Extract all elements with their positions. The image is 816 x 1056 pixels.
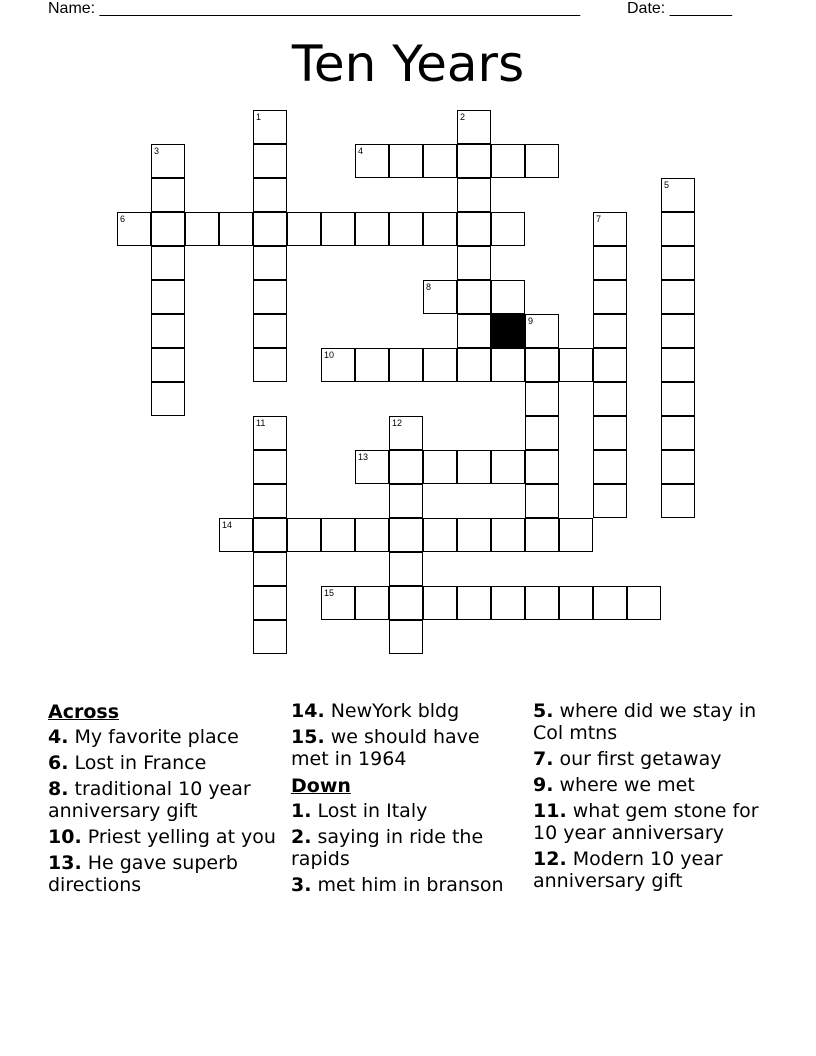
grid-cell[interactable]: [593, 246, 627, 280]
grid-cell[interactable]: [661, 178, 695, 212]
grid-cell[interactable]: [253, 144, 287, 178]
clue-number: 9: [528, 316, 534, 326]
grid-cell[interactable]: [423, 348, 457, 382]
grid-cell[interactable]: [457, 314, 491, 348]
grid-cell[interactable]: [593, 416, 627, 450]
grid-cell[interactable]: [457, 450, 491, 484]
grid-cell[interactable]: [491, 280, 525, 314]
clue-down-9: 9. where we met: [533, 774, 695, 796]
grid-cell[interactable]: [423, 212, 457, 246]
grid-cell[interactable]: [661, 314, 695, 348]
grid-cell[interactable]: [559, 348, 593, 382]
clue-number: 14: [222, 520, 233, 530]
grid-cell[interactable]: [457, 246, 491, 280]
grid-cell[interactable]: [457, 178, 491, 212]
grid-cell[interactable]: [457, 518, 491, 552]
grid-cell[interactable]: [389, 416, 423, 450]
clue-number: 10: [324, 350, 335, 360]
grid-cell[interactable]: [389, 484, 423, 518]
grid-cell[interactable]: [661, 484, 695, 518]
grid-cell[interactable]: [355, 518, 389, 552]
grid-cell[interactable]: [423, 586, 457, 620]
clue-number: 4: [358, 146, 364, 156]
grid-cell[interactable]: [253, 620, 287, 654]
grid-cell[interactable]: [151, 212, 185, 246]
grid-cell[interactable]: [355, 450, 389, 484]
grid-cell[interactable]: [321, 586, 355, 620]
grid-cell[interactable]: [117, 212, 151, 246]
grid-cell[interactable]: [593, 484, 627, 518]
grid-cell[interactable]: [253, 518, 287, 552]
grid-cell[interactable]: [253, 110, 287, 144]
grid-cell[interactable]: [423, 518, 457, 552]
grid-cell[interactable]: [661, 212, 695, 246]
grid-cell[interactable]: [355, 144, 389, 178]
grid-cell[interactable]: [389, 518, 423, 552]
grid-cell[interactable]: [525, 586, 559, 620]
grid-cell[interactable]: [355, 586, 389, 620]
clue-column-2: [291, 700, 521, 900]
grid-cell[interactable]: [525, 484, 559, 518]
clue-across-4: 4. My favorite place: [48, 726, 239, 748]
clue-down-7: 7. our first getaway: [533, 748, 722, 770]
grid-cell[interactable]: [423, 144, 457, 178]
grid-cell[interactable]: [253, 450, 287, 484]
grid-cell[interactable]: [253, 348, 287, 382]
page-title: Ten Years: [291, 35, 525, 93]
grid-cell[interactable]: [491, 348, 525, 382]
clue-down-1: 1. Lost in Italy: [291, 800, 428, 822]
grid-cell[interactable]: [185, 212, 219, 246]
grid-cell[interactable]: [151, 348, 185, 382]
grid-cell[interactable]: [593, 450, 627, 484]
clue-across-10: 10. Priest yelling at you: [48, 826, 276, 848]
grid-cell[interactable]: [253, 212, 287, 246]
clue-column-3: [533, 700, 763, 896]
grid-cell[interactable]: [253, 246, 287, 280]
blocked-cell: [491, 314, 525, 348]
grid-cell[interactable]: [457, 280, 491, 314]
grid-cell[interactable]: [219, 518, 253, 552]
grid-cell[interactable]: [423, 450, 457, 484]
grid-cell[interactable]: [457, 348, 491, 382]
grid-cell[interactable]: [491, 212, 525, 246]
grid-cell[interactable]: [491, 518, 525, 552]
grid-cell[interactable]: [389, 552, 423, 586]
clue-across-13: 13. He gave superb directions: [48, 852, 238, 896]
grid-cell[interactable]: [287, 212, 321, 246]
grid-cell[interactable]: [151, 144, 185, 178]
grid-cell[interactable]: [559, 586, 593, 620]
grid-cell[interactable]: [457, 212, 491, 246]
grid-cell[interactable]: [593, 382, 627, 416]
clue-number: 7: [596, 214, 602, 224]
grid-cell[interactable]: [151, 178, 185, 212]
clue-column-1: [48, 700, 278, 900]
grid-cell[interactable]: [355, 348, 389, 382]
name-field-label: Name: ______________________________________________________: [48, 0, 581, 17]
grid-cell[interactable]: [593, 314, 627, 348]
grid-cell[interactable]: [389, 450, 423, 484]
clue-number: 3: [154, 146, 160, 156]
grid-cell[interactable]: [253, 314, 287, 348]
grid-cell[interactable]: [661, 246, 695, 280]
grid-cell[interactable]: [321, 518, 355, 552]
grid-cell[interactable]: [151, 280, 185, 314]
grid-cell[interactable]: [219, 212, 253, 246]
grid-cell[interactable]: [151, 246, 185, 280]
grid-cell[interactable]: [661, 280, 695, 314]
clue-across-14: 14. NewYork bldg: [291, 700, 460, 722]
grid-cell[interactable]: [525, 144, 559, 178]
grid-cell[interactable]: [389, 620, 423, 654]
clue-number: 1: [256, 112, 262, 122]
clue-across-8: 8. traditional 10 year anniversary gift: [48, 778, 251, 822]
grid-cell[interactable]: [151, 314, 185, 348]
grid-cell[interactable]: [389, 586, 423, 620]
clue-down-5: 5. where did we stay in Col mtns: [533, 700, 757, 744]
clue-across-6: 6. Lost in France: [48, 752, 207, 774]
clue-number: 2: [460, 112, 466, 122]
grid-cell[interactable]: [525, 382, 559, 416]
clue-down-11: 11. what gem stone for 10 year anniversary: [533, 800, 759, 844]
grid-cell[interactable]: [253, 416, 287, 450]
grid-cell[interactable]: [457, 586, 491, 620]
clue-number: 5: [664, 180, 670, 190]
grid-cell[interactable]: [457, 144, 491, 178]
grid-cell[interactable]: [457, 110, 491, 144]
grid-cell[interactable]: [593, 212, 627, 246]
clue-number: 11: [256, 418, 266, 428]
grid-cell[interactable]: [525, 518, 559, 552]
clue-down-12: 12. Modern 10 year anniversary gift: [533, 848, 723, 892]
grid-cell[interactable]: [389, 212, 423, 246]
across-heading: Across: [48, 701, 120, 723]
grid-cell[interactable]: [661, 382, 695, 416]
grid-cell[interactable]: [491, 586, 525, 620]
grid-cell[interactable]: [253, 586, 287, 620]
grid-cell[interactable]: [389, 144, 423, 178]
grid-cell[interactable]: [627, 586, 661, 620]
grid-cell[interactable]: [661, 416, 695, 450]
clue-down-3: 3. met him in branson: [291, 874, 504, 896]
grid-cell[interactable]: [355, 212, 389, 246]
grid-cell[interactable]: [253, 552, 287, 586]
down-heading: Down: [291, 775, 351, 797]
grid-cell[interactable]: [321, 348, 355, 382]
grid-cell[interactable]: [593, 586, 627, 620]
grid-cell[interactable]: [559, 518, 593, 552]
grid-cell[interactable]: [661, 348, 695, 382]
grid-cell[interactable]: [525, 450, 559, 484]
grid-cell[interactable]: [253, 484, 287, 518]
grid-cell[interactable]: [253, 178, 287, 212]
date-field-label: Date: _______: [627, 0, 732, 17]
grid-cell[interactable]: [661, 450, 695, 484]
grid-cell[interactable]: [151, 382, 185, 416]
grid-cell[interactable]: [389, 348, 423, 382]
grid-cell[interactable]: [321, 212, 355, 246]
grid-cell[interactable]: [593, 348, 627, 382]
grid-cell[interactable]: [423, 280, 457, 314]
clue-down-2: 2. saying in ride the rapids: [291, 826, 484, 870]
grid-cell[interactable]: [253, 280, 287, 314]
grid-cell[interactable]: [491, 450, 525, 484]
clue-number: 13: [358, 452, 369, 462]
grid-cell[interactable]: [287, 518, 321, 552]
grid-cell[interactable]: [491, 144, 525, 178]
clue-number: 15: [324, 588, 335, 598]
grid-cell[interactable]: [525, 314, 559, 348]
clue-across-15: 15. we should have met in 1964: [291, 726, 480, 770]
clue-number: 12: [392, 418, 403, 428]
grid-cell[interactable]: [525, 348, 559, 382]
grid-cell[interactable]: [525, 416, 559, 450]
clue-number: 8: [426, 282, 432, 292]
clue-number: 6: [120, 214, 126, 224]
grid-cell[interactable]: [593, 280, 627, 314]
